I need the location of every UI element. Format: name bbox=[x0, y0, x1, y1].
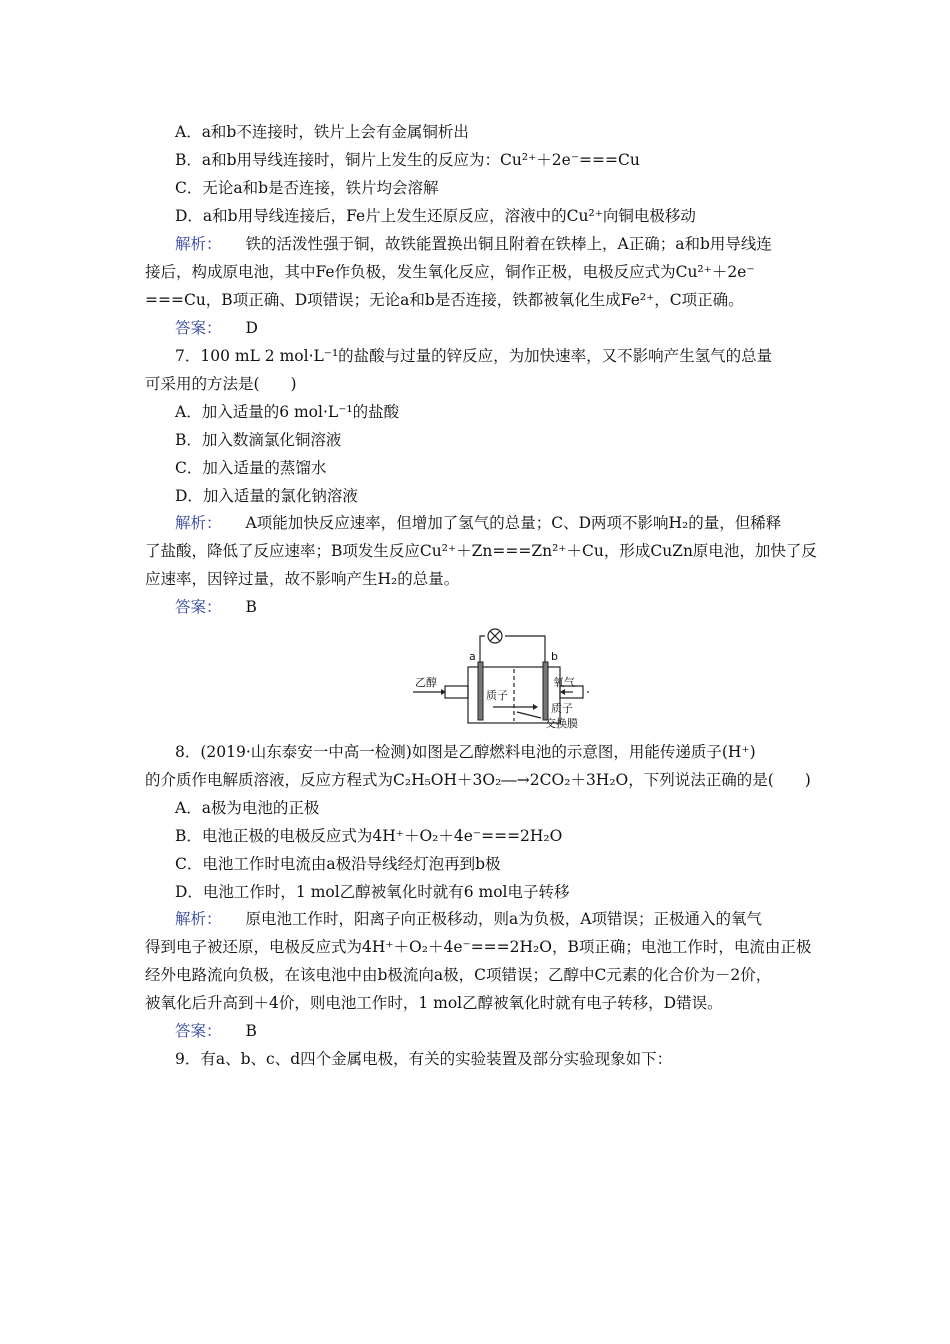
q6-analysis-line-3: ===Cu，B项正确、D项错误；无论a和b是否连接，铁都被氧化生成Fe²⁺，C项正确。 bbox=[145, 291, 744, 309]
q7-option-d: D．加入适量的氯化钠溶液 bbox=[175, 487, 358, 505]
q8-option-b: B．电池正极的电极反应式为4H⁺＋O₂＋4e⁻===2H₂O bbox=[175, 827, 563, 845]
q6-option-c: C．无论a和b是否连接，铁片均会溶解 bbox=[175, 179, 439, 197]
q6-analysis-line-2: 接后，构成原电池，其中Fe作负极，发生氧化反应，铜作正极，电极反应式为Cu²⁺＋2e⁻ bbox=[145, 263, 755, 281]
q6-option-b: B．a和b用导线连接时，铜片上发生的反应为：Cu²⁺＋2e⁻===Cu bbox=[175, 151, 640, 169]
q7-analysis-line-3: 应速率，因锌过量，故不影响产生H₂的总量。 bbox=[145, 570, 460, 588]
q8-analysis-line-1: 解析： 原电池工作时，阳离子向正极移动，则a为负极，A项错误；正极通入的氧气 bbox=[175, 910, 762, 928]
q6-analysis-line-1: 解析： 铁的活泼性强于铜，故铁能置换出铜且附着在铁棒上，A正确；a和b用导线连 bbox=[175, 235, 772, 253]
label-b: b bbox=[551, 650, 558, 663]
answer-label: 答案： bbox=[175, 319, 222, 337]
q7-option-b: B．加入数滴氯化铜溶液 bbox=[175, 431, 342, 449]
q7-option-c: C．加入适量的蒸馏水 bbox=[175, 459, 327, 477]
q8-option-a: A．a极为电池的正极 bbox=[175, 799, 320, 817]
q8-stem-line-1: 8．(2019·山东泰安一中高一检测)如图是乙醇燃料电池的示意图，用能传递质子(H⁺) bbox=[175, 743, 756, 761]
analysis-label: 解析： bbox=[175, 514, 222, 532]
ethanol-inlet-pipe bbox=[445, 686, 468, 698]
electrode-b bbox=[543, 662, 548, 720]
label-a: a bbox=[469, 650, 476, 663]
answer-label: 答案： bbox=[175, 1022, 222, 1040]
q8-analysis-line-2: 得到电子被还原，电极反应式为4H⁺＋O₂＋4e⁻===2H₂O，B项正确；电池工作时，电流由正极 bbox=[145, 938, 812, 956]
q8-option-d: D．电池工作时，1 mol乙醇被氧化时就有6 mol电子转移 bbox=[175, 883, 570, 901]
label-proton: 质子 bbox=[486, 689, 508, 702]
q8-answer: 答案： B bbox=[175, 1022, 257, 1040]
fuel-cell-diagram bbox=[405, 622, 595, 734]
q7-option-a: A．加入适量的6 mol·L⁻¹的盐酸 bbox=[175, 403, 400, 421]
q7-analysis-line-2: 了盐酸，降低了反应速率；B项发生反应Cu²⁺＋Zn===Zn²⁺＋Cu，形成CuZn原电池，加快了反 bbox=[145, 542, 817, 560]
q9-stem-line-1: 9．有a、b、c、d四个金属电极，有关的实验装置及部分实验现象如下： bbox=[175, 1050, 673, 1068]
q8-option-c: C．电池工作时电流由a极沿导线经灯泡再到b极 bbox=[175, 855, 501, 873]
q7-analysis-line-1: 解析： A项能加快反应速率，但增加了氢气的总量；C、D两项不影响H₂的量，但稀释 bbox=[175, 514, 782, 532]
answer-label: 答案： bbox=[175, 598, 222, 616]
q7-stem-line-1: 7．100 mL 2 mol·L⁻¹的盐酸与过量的锌反应，为加快速率，又不影响产生氢气的总量 bbox=[175, 347, 773, 365]
label-oxygen: 氧气 bbox=[553, 676, 575, 689]
q8-analysis-line-3: 经外电路流向负极，在该电池中由b极流向a极，C项错误；乙醇中C元素的化合价为－2价， bbox=[145, 966, 772, 984]
q7-stem-line-2: 可采用的方法是( ) bbox=[145, 375, 297, 393]
analysis-label: 解析： bbox=[175, 910, 222, 928]
label-membrane-2: 交换膜 bbox=[545, 717, 578, 730]
analysis-label: 解析： bbox=[175, 235, 222, 253]
label-membrane-1: 质子 bbox=[551, 702, 573, 715]
q6-answer: 答案： D bbox=[175, 319, 258, 337]
q8-stem-line-2: 的介质作电解质溶液，反应方程式为C₂H₅OH＋3O₂―→2CO₂＋3H₂O，下列说法正确的是( ) bbox=[145, 771, 811, 789]
q6-option-d: D．a和b用导线连接后，Fe片上发生还原反应，溶液中的Cu²⁺向铜电极移动 bbox=[175, 207, 696, 225]
q6-option-a: A．a和b不连接时，铁片上会有金属铜析出 bbox=[175, 123, 469, 141]
q8-analysis-line-4: 被氧化后升高到＋4价，则电池工作时，1 mol乙醇被氧化时就有电子转移，D错误。 bbox=[145, 994, 723, 1012]
wire-right bbox=[505, 636, 545, 670]
q7-answer: 答案： B bbox=[175, 598, 257, 616]
electrode-a bbox=[478, 662, 483, 720]
label-ethanol: 乙醇 bbox=[415, 676, 437, 689]
